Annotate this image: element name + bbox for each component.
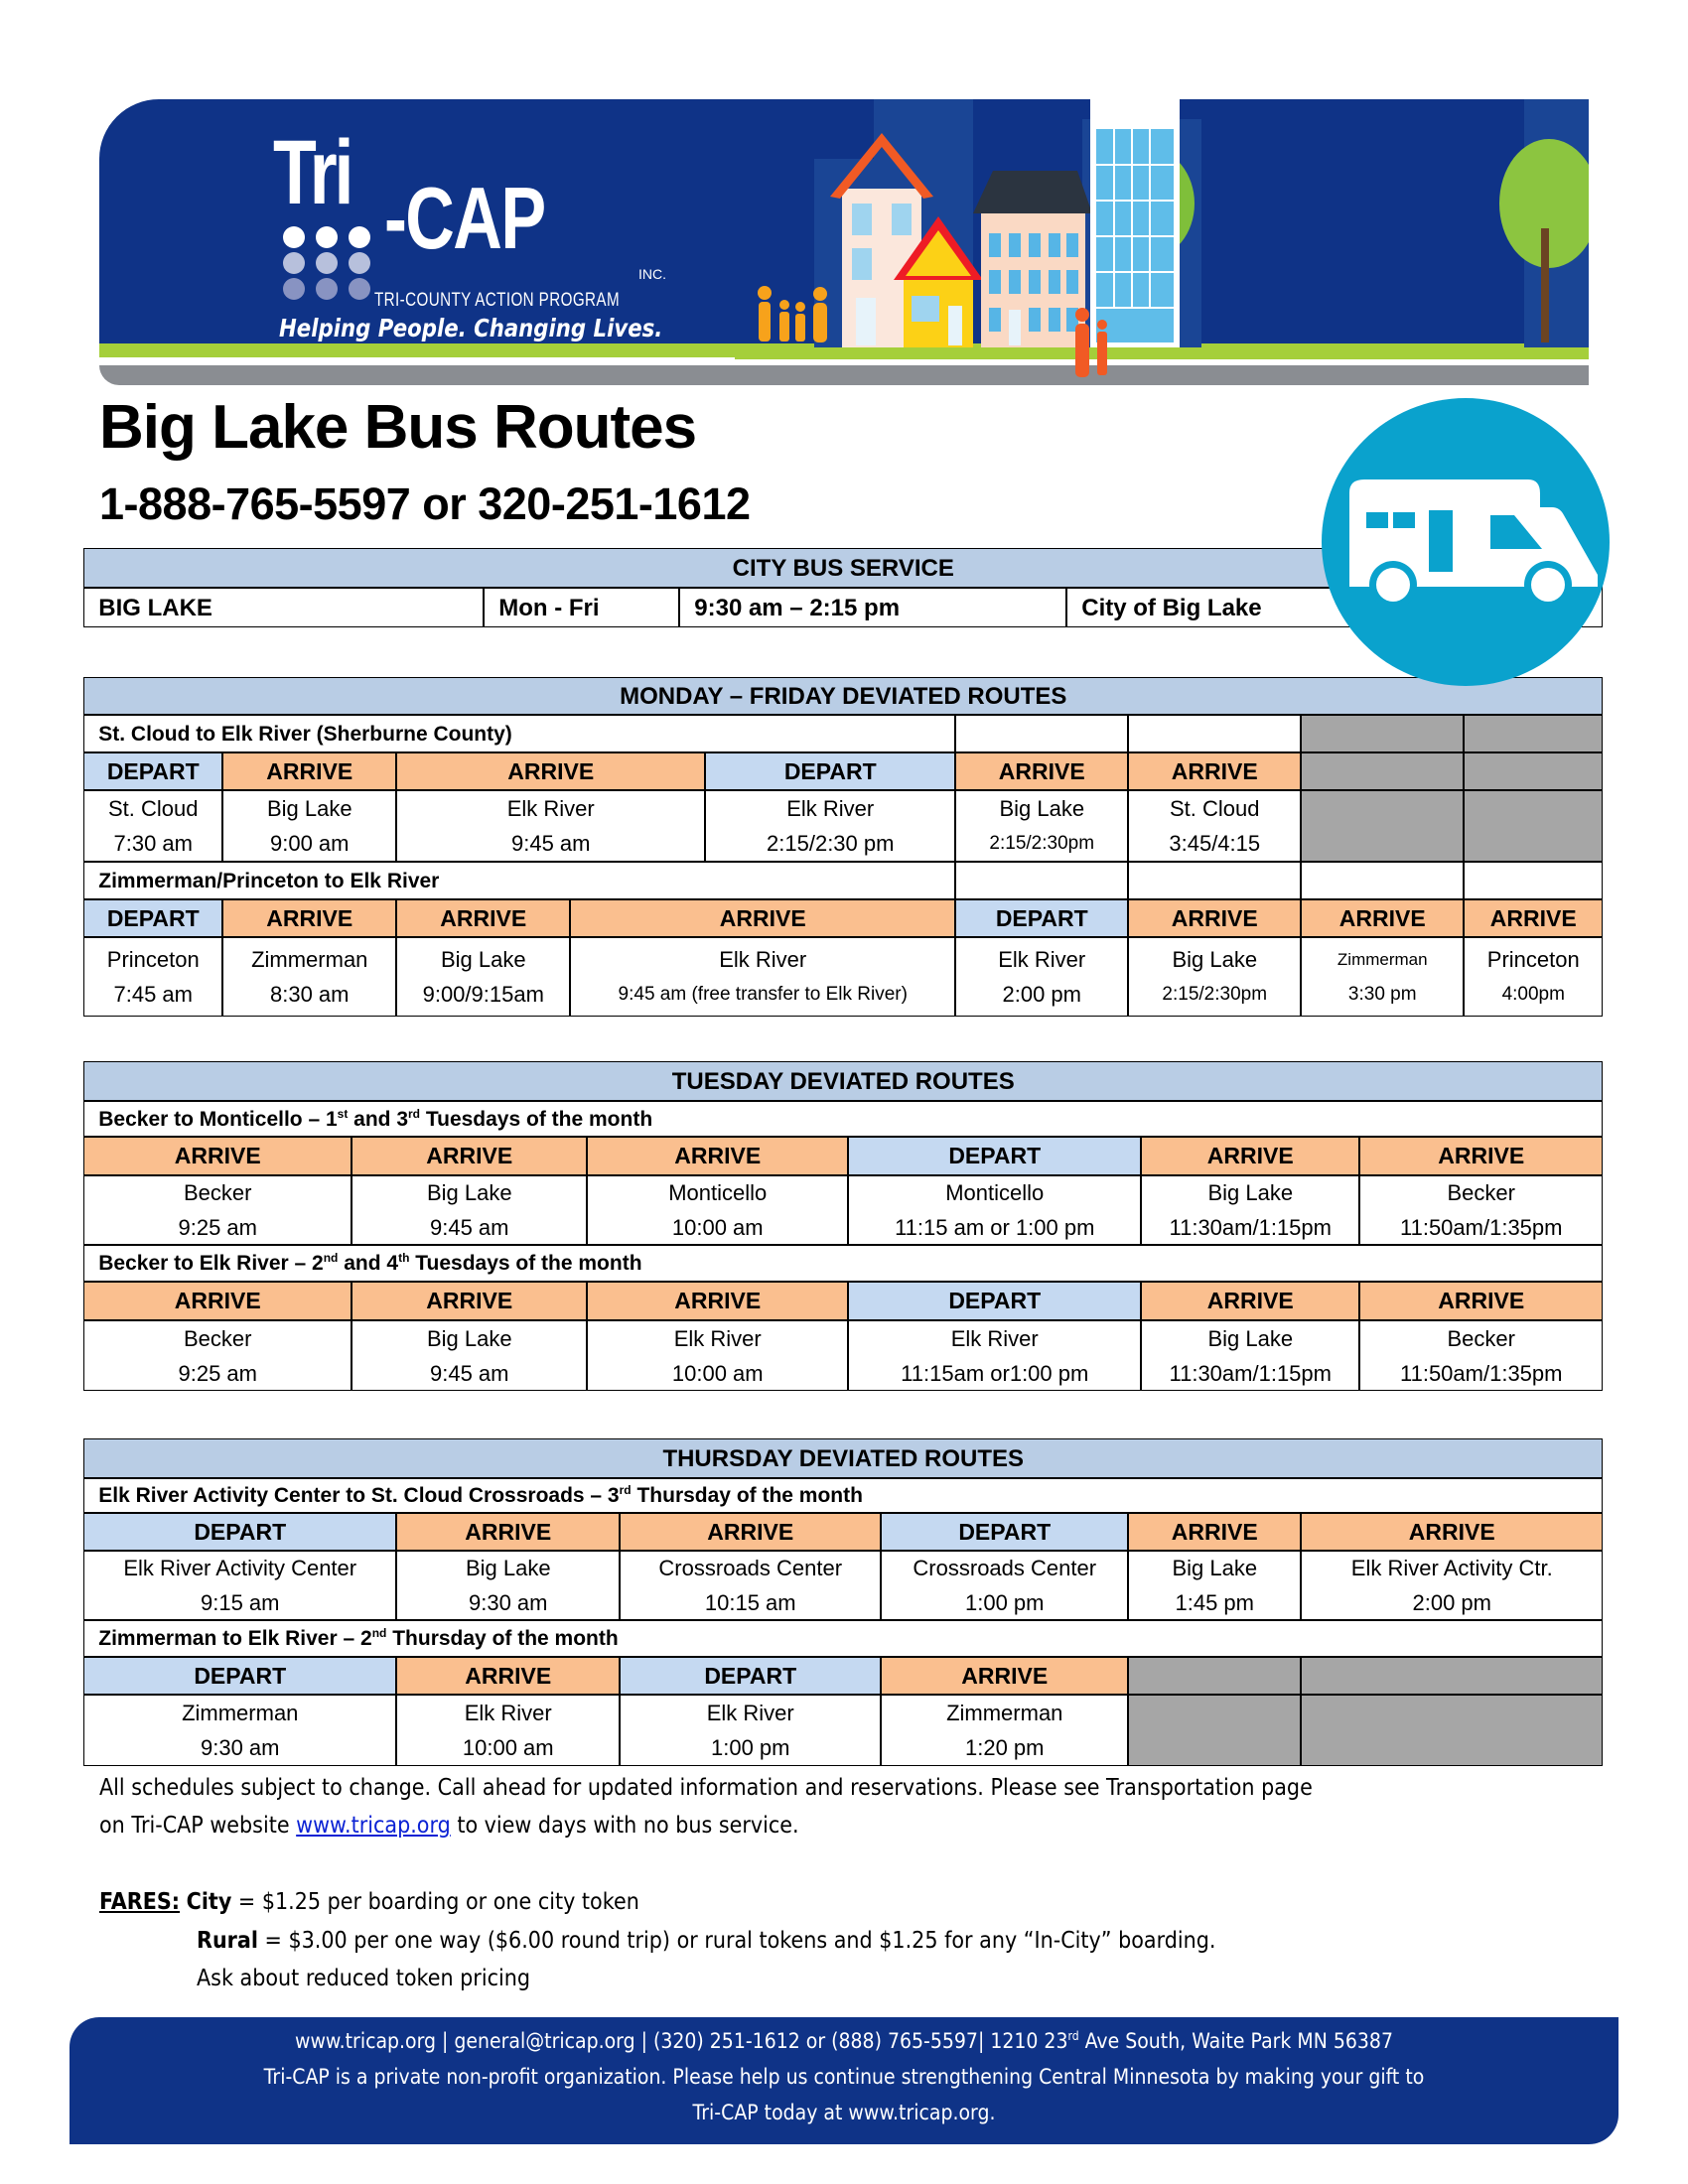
roof [973, 171, 1092, 213]
stop-cell [396, 1695, 620, 1766]
wheel [1531, 568, 1565, 602]
stop-place: Elk River [464, 1701, 552, 1726]
stop-cell [396, 937, 570, 1017]
logo-dot [316, 226, 338, 248]
stop-time: 7:45 am [113, 982, 193, 1008]
stop-place: Big Lake [426, 1325, 512, 1351]
stop-place: Princeton [106, 947, 200, 973]
schedule-note-line1: All schedules subject to change. Call ahead for updated information and reservations. Please see Transportation page [99, 1775, 1313, 1801]
stop-cell [83, 937, 222, 1017]
stop-cell [222, 790, 396, 862]
depart-header: DEPART [848, 1137, 1141, 1175]
stop-time: 2:15/2:30pm [1162, 984, 1268, 1006]
stop-cell [1359, 1320, 1603, 1391]
route-name-text: Becker to Elk River – 2 [98, 1252, 324, 1276]
stop-time: 10:15 am [704, 1590, 796, 1616]
stop-place: Becker [1447, 1325, 1515, 1351]
route-name-text: and 4 [338, 1252, 399, 1276]
unused-cell [1301, 790, 1464, 862]
bus-glyph [1322, 398, 1610, 686]
route-name-text: Becker to Monticello – 1 [98, 1107, 338, 1131]
arrive-header: ARRIVE [1128, 899, 1301, 937]
logo-dot [283, 226, 305, 248]
reduced-pricing-note: Ask about reduced token pricing [197, 1966, 530, 1991]
stop-cell [83, 790, 222, 862]
stop-place: St. Cloud [108, 796, 199, 822]
stop-cell [1128, 937, 1301, 1017]
stop-place: Monticello [668, 1180, 768, 1206]
stop-time: 1:00 pm [711, 1735, 790, 1761]
stop-place: Zimmerman [946, 1701, 1063, 1726]
arrive-header: ARRIVE [396, 1513, 620, 1551]
stop-cell [352, 1175, 587, 1245]
bus-window [1393, 512, 1415, 528]
arrive-header: ARRIVE [1301, 899, 1464, 937]
stop-time: 11:50am/1:35pm [1400, 1360, 1563, 1386]
stop-cell [1359, 1175, 1603, 1245]
stop-place: Elk River Activity Center [123, 1556, 357, 1581]
stop-time: 9:45 am [511, 831, 591, 857]
stop-cell [83, 1320, 352, 1391]
stop-cell [587, 1320, 848, 1391]
stop-place: Becker [184, 1325, 252, 1351]
route-name [83, 1101, 1603, 1137]
service-provider: City of Big Lake [1066, 588, 1603, 627]
route-name [83, 1620, 1603, 1657]
logo-dot [349, 252, 370, 274]
stop-place: Zimmerman [251, 947, 368, 973]
stop-time: 10:00 am [462, 1735, 554, 1761]
arrive-header: ARRIVE [587, 1137, 848, 1175]
fares-rural [197, 1928, 1215, 1954]
stop-place: Princeton [1486, 947, 1580, 973]
arrive-header: ARRIVE [955, 752, 1128, 790]
depart-header: DEPART [848, 1282, 1141, 1320]
rv-bus-icon [1322, 398, 1610, 686]
stop-cell [881, 1695, 1128, 1766]
stop-time: 9:00/9:15am [422, 982, 544, 1008]
door [856, 298, 876, 345]
route-name-text: Elk River Activity Center to St. Cloud Crossroads – 3 [98, 1484, 620, 1508]
empty-cell [1128, 862, 1301, 899]
fares-label: FARES: [99, 1889, 181, 1915]
unused-cell [1464, 715, 1603, 752]
tree-trunk [1541, 228, 1549, 342]
window [912, 296, 939, 322]
stop-time: 1:45 pm [1175, 1590, 1254, 1616]
route-name-text: Tuesdays of the month [420, 1107, 653, 1131]
stop-time: 9:45 am (free transfer to Elk River) [618, 984, 908, 1006]
unused-cell [1464, 790, 1603, 862]
stop-place: Big Lake [266, 796, 352, 822]
mf-title: MONDAY – FRIDAY DEVIATED ROUTES [83, 677, 1603, 715]
stop-place: Crossroads Center [913, 1556, 1097, 1581]
stop-time: 9:30 am [201, 1735, 280, 1761]
footer-donation-line2: Tri-CAP today at www.tricap.org. [692, 2101, 996, 2124]
depart-header: DEPART [83, 899, 222, 937]
note-text: on Tri-CAP website [99, 1813, 297, 1839]
service-hours: 9:30 am – 2:15 pm [679, 588, 1066, 627]
route-name-text: and 3 [348, 1107, 409, 1131]
bus-door [1429, 510, 1453, 572]
thursday-routes-table [84, 1439, 1604, 1767]
phone-numbers: 1-888-765-5597 or 320-251-1612 [99, 478, 751, 529]
stop-place: Elk River [719, 947, 807, 973]
depart-header: DEPART [83, 1657, 396, 1695]
stop-time: 9:45 am [430, 1360, 509, 1386]
route-name: St. Cloud to Elk River (Sherburne County) [83, 715, 955, 752]
stop-place: Zimmerman [1336, 950, 1428, 970]
logo-cap-text: -CAP [384, 169, 545, 267]
stop-cell [705, 790, 955, 862]
stop-time: 2:15/2:30pm [989, 833, 1095, 855]
stop-cell [848, 1320, 1141, 1391]
grass [735, 347, 1589, 359]
logo-program-text: TRI-COUNTY ACTION PROGRAM [374, 290, 621, 311]
bus-window [1366, 512, 1388, 528]
footer-text: www.tricap.org | general@tricap.org | (320) 251-1612 or (888) 765-5597| 1210 23 [294, 2029, 1068, 2053]
depart-header: DEPART [83, 752, 222, 790]
stop-place: Big Lake [1207, 1180, 1294, 1206]
unused-cell [1464, 752, 1603, 790]
arrive-header: ARRIVE [1141, 1137, 1359, 1175]
arrive-header: ARRIVE [222, 899, 396, 937]
logo-dot [283, 252, 305, 274]
stop-time: 8:30 am [270, 982, 350, 1008]
empty-cell [955, 715, 1128, 752]
stop-time: 4:00pm [1501, 984, 1565, 1006]
arrive-header: ARRIVE [570, 899, 955, 937]
stop-time: 1:00 pm [965, 1590, 1045, 1616]
stop-cell [83, 1551, 396, 1620]
logo-dot [349, 278, 370, 300]
stop-place: Elk River [950, 1325, 1039, 1351]
arrive-header: ARRIVE [1359, 1282, 1603, 1320]
footer-contact [147, 2023, 1541, 2059]
depart-header: DEPART [83, 1513, 396, 1551]
logo-tri-text: Tri [273, 122, 352, 223]
city-fare-text: = $1.25 per boarding or one city token [231, 1889, 639, 1915]
empty-cell [1128, 715, 1301, 752]
note-text: to view days with no bus service. [450, 1813, 799, 1839]
window [852, 204, 872, 235]
unused-cell [1301, 752, 1464, 790]
stop-place: Elk River [506, 796, 595, 822]
unused-cell [1128, 1695, 1301, 1766]
stop-place: Elk River [673, 1325, 762, 1351]
stop-place: Crossroads Center [658, 1556, 843, 1581]
stop-time: 10:00 am [671, 1360, 764, 1386]
thu-title: THURSDAY DEVIATED ROUTES [83, 1438, 1603, 1478]
unused-cell [1301, 715, 1464, 752]
rural-fare-text: = $3.00 per one way ($6.00 round trip) or rural tokens and $1.25 for any “In-City” boarding. [257, 1928, 1216, 1954]
route-name [83, 1478, 1603, 1513]
arrive-header: ARRIVE [620, 1513, 881, 1551]
stop-cell [848, 1175, 1141, 1245]
wheel [1376, 568, 1410, 602]
ordinal-suffix: rd [408, 1106, 421, 1121]
depart-header: DEPART [620, 1657, 881, 1695]
route-name-text: Zimmerman to Elk River – 2 [98, 1627, 372, 1651]
stop-cell [1301, 1551, 1603, 1620]
stop-place: Big Lake [426, 1180, 512, 1206]
family-icon [758, 286, 827, 342]
tuesday-routes-table [84, 1062, 1604, 1392]
stop-place: Big Lake [999, 796, 1085, 822]
stop-cell [396, 790, 705, 862]
website-link[interactable]: www.tricap.org [296, 1813, 451, 1839]
stop-cell [83, 1175, 352, 1245]
depart-header: DEPART [705, 752, 955, 790]
stop-time: 11:15 am or 1:00 pm [895, 1215, 1095, 1241]
arrive-header: ARRIVE [396, 1657, 620, 1695]
tue-title: TUESDAY DEVIATED ROUTES [83, 1061, 1603, 1101]
arrive-header: ARRIVE [881, 1657, 1128, 1695]
ordinal-suffix: nd [371, 1626, 387, 1641]
stop-cell [955, 937, 1128, 1017]
city-fare-label: City [186, 1889, 232, 1915]
page-title: Big Lake Bus Routes [99, 393, 697, 462]
stop-cell [1301, 937, 1464, 1017]
ordinal-suffix: rd [619, 1483, 632, 1498]
logo-dot [316, 278, 338, 300]
stop-time: 10:00 am [671, 1215, 764, 1241]
logo-dot [349, 226, 370, 248]
tricap-logo [273, 122, 666, 342]
stop-cell [396, 1551, 620, 1620]
stop-time: 9:30 am [469, 1590, 548, 1616]
route-name-text: Tuesdays of the month [409, 1252, 642, 1276]
stop-time: 2:15/2:30 pm [767, 831, 895, 857]
stop-place: Big Lake [465, 1556, 551, 1581]
arrive-header: ARRIVE [396, 899, 570, 937]
stop-cell [1141, 1320, 1359, 1391]
stop-time: 3:30 pm [1347, 984, 1417, 1006]
footer-donation-line1: Tri-CAP is a private non-profit organization. Please help us continue strengthening Central Minnesota by making your gift to [263, 2065, 1425, 2089]
stop-time: 11:15am or1:00 pm [901, 1360, 1089, 1386]
header-banner [99, 99, 1589, 387]
route-name [83, 1245, 1603, 1282]
arrive-header: ARRIVE [1141, 1282, 1359, 1320]
stop-cell [570, 937, 955, 1017]
arrive-header: ARRIVE [1301, 1513, 1603, 1551]
logo-dot [316, 252, 338, 274]
window [892, 204, 912, 235]
stop-cell [1464, 937, 1603, 1017]
stop-place: Elk River [706, 1701, 794, 1726]
empty-cell [1464, 862, 1603, 899]
service-days: Mon - Fri [484, 588, 679, 627]
stop-place: Becker [1447, 1180, 1515, 1206]
stop-time: 9:00 am [270, 831, 350, 857]
stop-time: 7:30 am [113, 831, 193, 857]
footer-text: Ave South, Waite Park MN 56387 [1078, 2029, 1393, 2053]
city-name: BIG LAKE [83, 588, 484, 627]
empty-cell [1301, 862, 1464, 899]
arrive-header: ARRIVE [1359, 1137, 1603, 1175]
city-bus-title: CITY BUS SERVICE [83, 548, 1603, 588]
arrive-header: ARRIVE [587, 1282, 848, 1320]
stop-place: Becker [184, 1180, 252, 1206]
route-name-text: Thursday of the month [631, 1484, 863, 1508]
ordinal-suffix: nd [323, 1251, 339, 1266]
arrive-header: ARRIVE [396, 752, 705, 790]
stop-cell [881, 1551, 1128, 1620]
stop-cell [352, 1320, 587, 1391]
window [852, 248, 872, 280]
stop-time: 9:15 am [201, 1590, 280, 1616]
stop-place: Big Lake [1207, 1325, 1294, 1351]
route-name-text: Thursday of the month [386, 1627, 619, 1651]
arrive-header: ARRIVE [83, 1282, 352, 1320]
depart-header: DEPART [881, 1513, 1128, 1551]
route-name: Zimmerman/Princeton to Elk River [83, 862, 955, 899]
arrive-header: ARRIVE [352, 1282, 587, 1320]
stop-time: 9:25 am [178, 1360, 257, 1386]
unused-cell [1301, 1695, 1603, 1766]
stop-place: Big Lake [1172, 947, 1258, 973]
stop-time: 9:45 am [430, 1215, 509, 1241]
stop-cell [1141, 1175, 1359, 1245]
stop-time: 3:45/4:15 [1169, 831, 1261, 857]
ordinal-suffix: th [398, 1251, 410, 1266]
stop-time: 11:50am/1:35pm [1400, 1215, 1563, 1241]
stop-place: St. Cloud [1170, 796, 1260, 822]
stop-cell [587, 1175, 848, 1245]
arrive-header: ARRIVE [1128, 752, 1301, 790]
unused-cell [1128, 1657, 1301, 1695]
logo-dot [283, 278, 305, 300]
ordinal-suffix: rd [1067, 2029, 1079, 2043]
stop-place: Elk River [786, 796, 875, 822]
ordinal-suffix: st [337, 1106, 349, 1121]
unused-cell [1301, 1657, 1603, 1695]
stop-cell [1128, 790, 1301, 862]
stop-place: Zimmerman [182, 1701, 299, 1726]
stop-time: 1:20 pm [965, 1735, 1045, 1761]
stop-time: 2:00 pm [1002, 982, 1081, 1008]
town-illustration [735, 99, 1589, 387]
logo-inc-text: INC. [638, 266, 666, 282]
stop-place: Elk River Activity Ctr. [1350, 1556, 1553, 1581]
door [1009, 310, 1021, 345]
stop-cell [222, 937, 396, 1017]
stop-place: Monticello [945, 1180, 1045, 1206]
stop-cell [1128, 1551, 1301, 1620]
door [948, 306, 962, 345]
stop-time: 9:25 am [178, 1215, 257, 1241]
arrive-header: ARRIVE [1128, 1513, 1301, 1551]
arrive-header: ARRIVE [222, 752, 396, 790]
arrive-header: ARRIVE [352, 1137, 587, 1175]
stop-time: 2:00 pm [1412, 1590, 1491, 1616]
stop-place: Big Lake [440, 947, 526, 973]
stop-place: Big Lake [1172, 1556, 1258, 1581]
schedule-note-line2 [99, 1813, 799, 1839]
logo-tagline: Helping People. Changing Lives. [279, 314, 663, 342]
footer [70, 2017, 1618, 2144]
stop-cell [620, 1695, 881, 1766]
depart-header: DEPART [955, 899, 1128, 937]
arrive-header: ARRIVE [1464, 899, 1603, 937]
stop-cell [620, 1551, 881, 1620]
arrive-header: ARRIVE [83, 1137, 352, 1175]
stop-time: 11:30am/1:15pm [1169, 1360, 1332, 1386]
fares-city [99, 1889, 639, 1915]
empty-cell [955, 862, 1128, 899]
rural-fare-label: Rural [197, 1928, 258, 1954]
stop-cell [83, 1695, 396, 1766]
stop-cell [955, 790, 1128, 862]
monday-friday-routes-table [84, 678, 1604, 1018]
stop-place: Elk River [998, 947, 1086, 973]
stop-time: 11:30am/1:15pm [1169, 1215, 1332, 1241]
